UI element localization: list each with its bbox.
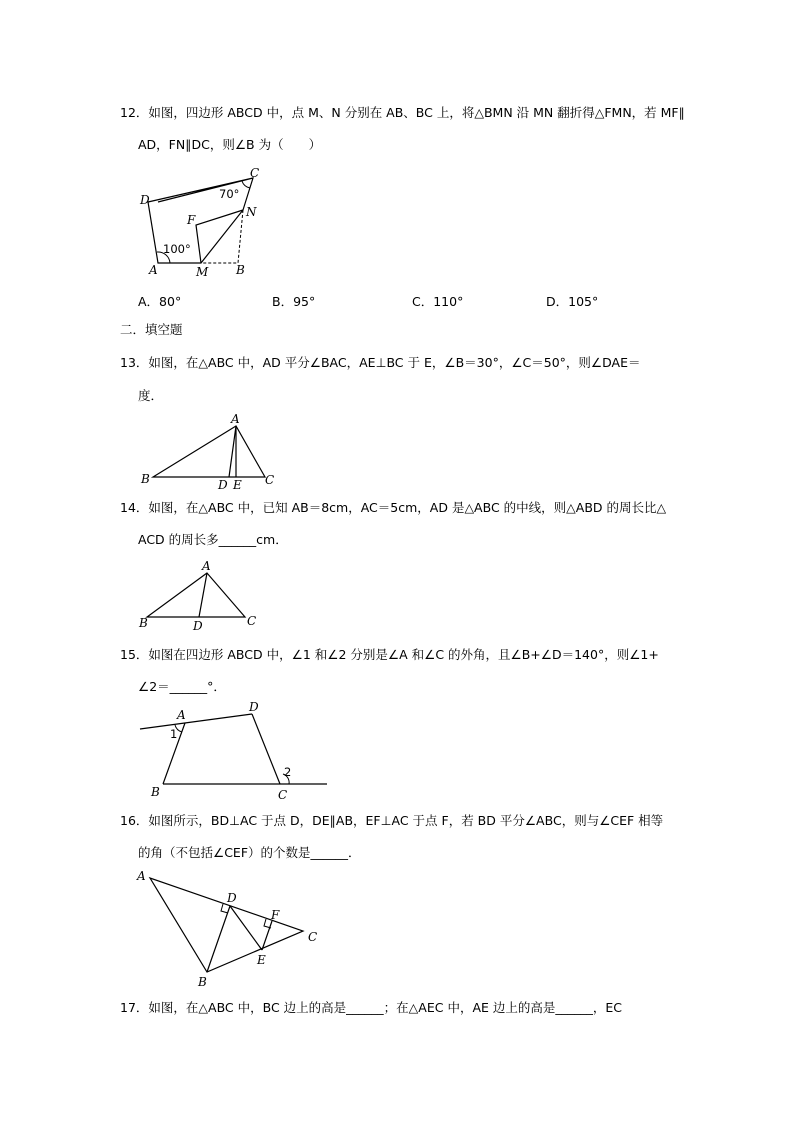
q16-line2: 的角（不包括∠CEF）的个数是______． [138, 845, 361, 860]
q15-figure [135, 698, 335, 804]
q16-line-ef [262, 921, 272, 950]
q14-triangle [147, 573, 245, 617]
q16-line-bd [207, 906, 230, 972]
q13-line-ad [229, 426, 236, 477]
q14-median-ad [199, 573, 207, 617]
q12-option-a: A．80° [138, 294, 182, 309]
q12-option-c: C．110° [412, 294, 464, 309]
q14-label-b: B [139, 616, 148, 630]
q16-label-c: C [308, 930, 318, 944]
q13-line1: 13．如图，在△ABC 中，AD 平分∠BAC，AE⊥BC 于 E，∠B＝30°，∠C＝50°，则∠DAE＝ [120, 355, 641, 370]
q15-label-a: A [177, 708, 186, 722]
q15-label-1: 1 [170, 727, 178, 741]
q16-label-d: D [227, 891, 237, 905]
section-title: 二．填空题 [120, 322, 183, 337]
q12-label-a: A [149, 263, 158, 277]
q15-line1: 15．如图在四边形 ABCD 中，∠1 和∠2 分别是∠A 和∠C 的外角，且∠B+∠D＝140°，则∠1+ [120, 647, 659, 662]
q12-line2: AD，FN∥DC，则∠B 为（ ） [138, 137, 322, 152]
q16-label-f: F [271, 908, 280, 922]
q12-label-n: N [246, 205, 257, 219]
q12-option-d: D．105° [546, 294, 599, 309]
q16-label-b: B [198, 975, 207, 989]
q15-extended-top [140, 714, 252, 729]
q16-label-e: E [257, 953, 266, 967]
q16-label-a: A [137, 869, 146, 883]
q12-angle-arc-c [242, 181, 250, 188]
q12-label-f: F [187, 213, 196, 227]
q12-line1: 12．如图，四边形 ABCD 中，点 M、N 分别在 AB、BC 上，将△BMN 沿 MN 翻折得△FMN，若 MF∥ [120, 105, 685, 120]
q13-label-c: C [265, 473, 275, 487]
q14-figure [135, 555, 265, 635]
q13-label-d: D [218, 478, 228, 492]
q12-label-b: B [236, 263, 245, 277]
q12-angle-c-text: 70° [219, 187, 240, 201]
q12-label-c: C [250, 166, 260, 180]
q15-label-b: B [151, 785, 160, 799]
q12-angle-a-text: 100° [163, 242, 191, 256]
q13-label-e: E [233, 478, 242, 492]
q13-line2: 度． [138, 388, 164, 403]
q16-figure [135, 865, 335, 990]
q15-label-d: D [249, 700, 259, 714]
q14-label-c: C [247, 614, 257, 628]
q14-line2: ACD 的周长多______cm． [138, 532, 288, 547]
q16-line1: 16．如图所示，BD⊥AC 于点 D，DE∥AB，EF⊥AC 于点 F，若 BD 平分∠ABC，则与∠CEF 相等 [120, 813, 664, 828]
q15-label-c: C [278, 788, 288, 802]
q14-line1: 14．如图，在△ABC 中，已知 AB＝8cm，AC＝5cm，AD 是△ABC 的中线，则△ABD 的周长比△ [120, 500, 667, 515]
q14-label-d: D [193, 619, 203, 633]
q17-line1: 17．如图，在△ABC 中，BC 边上的高是______；在△AEC 中，AE 边上的高是______，EC [120, 1000, 622, 1015]
q12-option-b: B．95° [272, 294, 316, 309]
q12-label-m: M [196, 265, 209, 279]
q12-figure [130, 160, 290, 285]
q16-right-angle-d [221, 904, 228, 913]
q13-figure [135, 410, 285, 492]
q14-label-a: A [202, 559, 211, 573]
q15-line2: ∠2＝______°． [138, 679, 226, 694]
q15-label-2: 2 [284, 765, 292, 779]
q16-line-de [230, 906, 262, 950]
q13-triangle [153, 426, 265, 477]
q13-label-a: A [231, 412, 240, 426]
q15-side-dc [252, 714, 280, 784]
q13-label-b: B [141, 472, 150, 486]
q12-label-d: D [140, 193, 150, 207]
